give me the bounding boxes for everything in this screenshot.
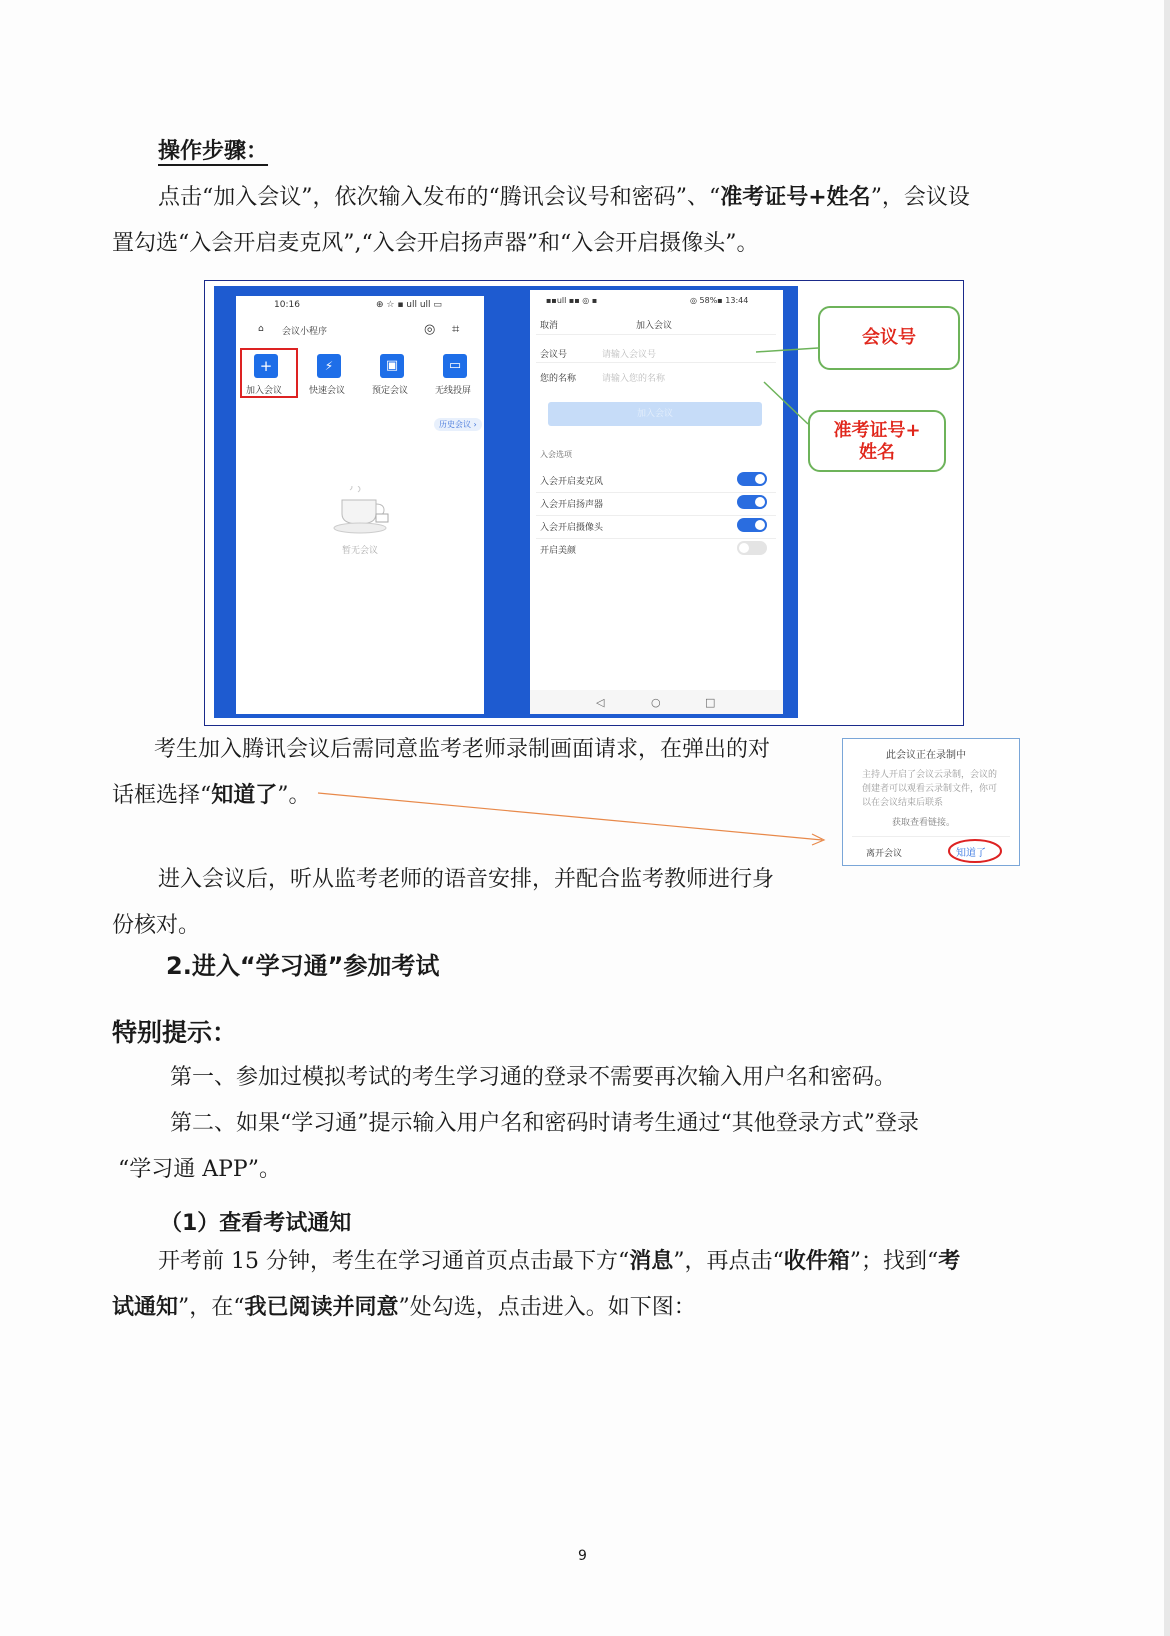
paragraph-4-line-2 <box>112 1294 696 1322</box>
section-heading: 操作步骤： <box>158 139 269 164</box>
schedule-meeting-label[interactable]: 预定会议 <box>372 386 409 396</box>
callout-line: 姓名 <box>859 442 895 463</box>
option-microphone-label: 入会开启麦克风 <box>540 477 604 487</box>
paragraph-3-line-1: 进入会议后，听从监考老师的语音安排，并配合监考教师进行身 <box>158 867 775 892</box>
paragraph-2-line-1: 考生加入腾讯会议后需同意监考老师录制画面请求，在弹出的对 <box>154 737 771 762</box>
text-span: 点击“加入会议”，依次输入发布的“腾讯会议号和密码”、“ <box>158 185 721 210</box>
option-camera-label: 入会开启摄像头 <box>540 523 604 533</box>
quick-meeting-label[interactable]: 快速会议 <box>309 386 346 396</box>
paragraph-1-line-2: 置勾选“入会开启麦克风”,“入会开启扬声器”和“入会开启摄像头”。 <box>112 231 759 256</box>
bold-text: 收件箱 <box>783 1249 850 1274</box>
schedule-meeting-icon[interactable]: ▣ <box>380 354 404 378</box>
app-name: 会议小程序 <box>282 327 328 337</box>
page-number: 9 <box>578 1548 587 1564</box>
option-speaker-label: 入会开启扬声器 <box>540 500 604 510</box>
meeting-id-label: 会议号 <box>540 350 568 360</box>
name-label: 您的名称 <box>540 374 577 384</box>
name-input[interactable]: 请输入您的名称 <box>602 374 666 384</box>
bold-text: 消息 <box>629 1249 674 1274</box>
history-meetings-button[interactable]: 历史会议 › <box>434 418 482 431</box>
section-2-heading: 2.进入“学习通”参加考试 <box>166 952 440 980</box>
join-meeting-title: 加入会议 <box>636 321 673 331</box>
status-icons: ⊕ ☆ ▪ ull ull ▭ <box>376 300 442 310</box>
bold-text: 我已阅读并同意 <box>244 1295 399 1320</box>
back-nav-icon[interactable]: ◁ <box>596 696 605 709</box>
join-button[interactable]: 加入会议 <box>548 402 762 426</box>
screen-cast-label[interactable]: 无线投屏 <box>435 386 472 396</box>
leave-meeting-button[interactable]: 离开会议 <box>866 849 903 859</box>
status-time: 10:16 <box>274 300 300 310</box>
text-span: 开考前 15 分钟，考生在学习通首页点击最下方“ <box>158 1249 630 1274</box>
text-span: ”，会议设 <box>870 185 970 210</box>
recents-nav-icon[interactable]: □ <box>705 696 716 709</box>
dialog-body: 主持人开启了会议云录制，会议的创建者可以观看云录制文件，你可以在会议结束后联系 <box>862 770 998 808</box>
text-span: ”。 <box>277 783 311 808</box>
meeting-id-input[interactable]: 请输入会议号 <box>602 350 657 360</box>
meeting-id-callout: 会议号 <box>818 306 960 370</box>
home-nav-icon[interactable]: ○ <box>651 696 661 709</box>
bold-text: 知道了 <box>211 783 278 808</box>
paragraph-3-line-2: 份核对。 <box>112 913 201 938</box>
status-bar-left: ▪▪ull ▪▪ ◎ ▪ <box>546 296 598 305</box>
got-it-button[interactable]: 知道了 <box>956 848 986 859</box>
cancel-button[interactable]: 取消 <box>540 321 559 331</box>
bold-text: 考 <box>938 1249 961 1274</box>
scan-icon[interactable]: ⌗ <box>452 322 460 337</box>
subheading-view-exam-notice: （1）查看考试通知 <box>160 1211 352 1236</box>
dialog-link: 获取查看链接。 <box>892 818 956 828</box>
special-tips-title: 特别提示： <box>112 1018 238 1047</box>
tip-2-line-1: 第二、如果“学习通”提示输入用户名和密码时请考生通过“其他登录方式”登录 <box>170 1111 919 1136</box>
tip-1: 第一、参加过模拟考试的考生学习通的登录不需要再次输入用户名和密码。 <box>170 1065 897 1090</box>
text-span: 话框选择“ <box>112 783 212 808</box>
no-meetings-text: 暂无会议 <box>342 546 379 556</box>
text-span: ”，在“ <box>178 1295 245 1320</box>
paragraph-4-line-1 <box>158 1248 960 1276</box>
chat-icon[interactable]: ◎ <box>424 322 436 337</box>
text-span: ”，再点击“ <box>673 1249 784 1274</box>
text-span: ”；找到“ <box>849 1249 939 1274</box>
bold-text: 准考证号+姓名 <box>720 185 871 210</box>
red-circle-mark <box>946 836 1004 866</box>
callout-line: 准考证号+ <box>833 420 921 441</box>
tip-2-line-2: “学习通 APP”。 <box>118 1157 281 1182</box>
home-icon: ⌂ <box>258 324 264 334</box>
join-meeting-label[interactable]: 加入会议 <box>246 386 283 396</box>
quick-meeting-icon[interactable]: ⚡ <box>317 354 341 378</box>
status-bar-right: ◎ 58%▪ 13:44 <box>690 296 749 305</box>
dialog-title: 此会议正在录制中 <box>886 750 966 761</box>
join-meeting-icon[interactable]: + <box>254 354 278 378</box>
bold-text: 试通知 <box>112 1295 179 1320</box>
options-title: 入会选项 <box>540 450 572 459</box>
screen-cast-icon[interactable]: ▭ <box>443 354 467 378</box>
option-beauty-label: 开启美颜 <box>540 546 577 556</box>
text-span: ”处勾选，点击进入。如下图： <box>398 1295 696 1320</box>
